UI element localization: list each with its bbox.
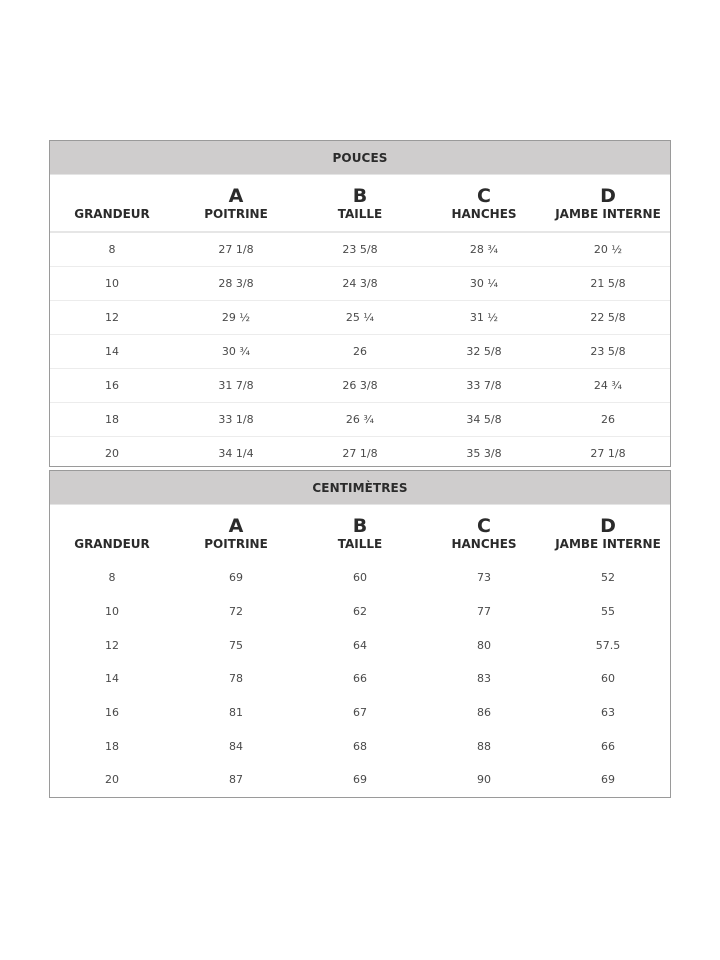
cell-hips: 30 ¼ xyxy=(469,277,499,290)
cell-hips: 80 xyxy=(477,638,491,652)
header-inseam xyxy=(546,505,670,561)
cell-inseam: 22 5/8 xyxy=(590,311,626,324)
cell-size: 20 xyxy=(105,773,119,787)
table-body xyxy=(50,233,670,470)
cell-inseam: 60 xyxy=(601,672,615,686)
cell-inseam: 20 ½ xyxy=(593,243,623,256)
cell-waist: 24 3/8 xyxy=(342,277,378,290)
header-label: TAILLE xyxy=(337,537,383,551)
cell-inseam: 52 xyxy=(601,571,615,585)
cell-waist: 26 ¾ xyxy=(345,413,375,426)
cell-size: 14 xyxy=(105,345,119,358)
cell-chest: 69 xyxy=(229,571,243,585)
cell-chest: 29 ½ xyxy=(221,311,251,324)
cell-chest: 33 1/8 xyxy=(218,413,254,426)
cell-inseam: 57.5 xyxy=(595,638,621,652)
cell-waist: 62 xyxy=(353,605,367,619)
cell-size: 10 xyxy=(105,605,119,619)
table-row xyxy=(50,561,670,595)
cell-waist: 25 ¼ xyxy=(345,311,375,324)
table-title: CENTIMÈTRES xyxy=(50,471,670,505)
cell-hips: 35 3/8 xyxy=(466,447,502,460)
header-chest xyxy=(174,175,298,231)
header-letter: C xyxy=(477,515,491,537)
cell-inseam: 24 ¾ xyxy=(593,379,623,392)
table-row xyxy=(50,368,670,402)
header-hips xyxy=(422,505,546,561)
header-letter: D xyxy=(600,515,616,537)
header-label: JAMBE INTERNE xyxy=(555,537,661,551)
cell-inseam: 26 xyxy=(601,413,615,426)
size-chart-inches xyxy=(49,140,671,467)
cell-size: 12 xyxy=(105,311,119,324)
cell-hips: 88 xyxy=(477,739,491,753)
cell-waist: 27 1/8 xyxy=(342,447,378,460)
cell-hips: 33 7/8 xyxy=(466,379,502,392)
header-label: HANCHES xyxy=(451,537,517,551)
header-inseam xyxy=(546,175,670,231)
cell-inseam: 27 1/8 xyxy=(590,447,626,460)
header-letter: B xyxy=(352,185,368,207)
cell-hips: 73 xyxy=(477,571,491,585)
cell-hips: 32 5/8 xyxy=(466,345,502,358)
header-label: POITRINE xyxy=(204,207,268,221)
cell-inseam: 63 xyxy=(601,706,615,720)
header-hips xyxy=(422,175,546,231)
table-row xyxy=(50,763,670,797)
cell-chest: 75 xyxy=(229,638,243,652)
cell-size: 12 xyxy=(105,638,119,652)
cell-inseam: 66 xyxy=(601,739,615,753)
cell-hips: 34 5/8 xyxy=(466,413,502,426)
cell-hips: 90 xyxy=(477,773,491,787)
cell-size: 8 xyxy=(108,571,116,585)
header-label: TAILLE xyxy=(337,207,383,221)
size-chart-centimeters xyxy=(49,470,671,798)
cell-size: 10 xyxy=(105,277,119,290)
header-label: POITRINE xyxy=(204,537,268,551)
header-size xyxy=(50,505,174,561)
cell-chest: 87 xyxy=(229,773,243,787)
table-row xyxy=(50,334,670,368)
cell-waist: 64 xyxy=(353,638,367,652)
header-label: JAMBE INTERNE xyxy=(555,207,661,221)
cell-chest: 34 1/4 xyxy=(218,447,254,460)
header-label: GRANDEUR xyxy=(74,207,150,221)
cell-size: 16 xyxy=(105,379,119,392)
header-label: HANCHES xyxy=(451,207,517,221)
header-letter: A xyxy=(228,185,244,207)
header-chest xyxy=(174,505,298,561)
header-row xyxy=(50,175,670,233)
table-row xyxy=(50,696,670,730)
cell-waist: 66 xyxy=(353,672,367,686)
header-size xyxy=(50,175,174,231)
cell-waist: 23 5/8 xyxy=(342,243,378,256)
cell-size: 20 xyxy=(105,447,119,460)
header-letter: C xyxy=(477,185,491,207)
cell-chest: 81 xyxy=(229,706,243,720)
cell-chest: 27 1/8 xyxy=(218,243,254,256)
cell-chest: 31 7/8 xyxy=(218,379,254,392)
cell-waist: 67 xyxy=(353,706,367,720)
cell-inseam: 23 5/8 xyxy=(590,345,626,358)
header-label: GRANDEUR xyxy=(74,537,150,551)
cell-size: 14 xyxy=(105,672,119,686)
cell-hips: 77 xyxy=(477,605,491,619)
cell-hips: 28 ¾ xyxy=(469,243,499,256)
header-waist xyxy=(298,505,422,561)
cell-chest: 84 xyxy=(229,739,243,753)
cell-size: 18 xyxy=(105,739,119,753)
cell-waist: 60 xyxy=(353,571,367,585)
cell-waist: 68 xyxy=(353,739,367,753)
table-row xyxy=(50,436,670,470)
cell-waist: 26 xyxy=(353,345,367,358)
table-row xyxy=(50,233,670,266)
header-row xyxy=(50,505,670,561)
cell-size: 16 xyxy=(105,706,119,720)
cell-hips: 31 ½ xyxy=(469,311,499,324)
table-title: POUCES xyxy=(50,141,670,175)
table-row xyxy=(50,595,670,629)
cell-inseam: 55 xyxy=(601,605,615,619)
header-waist xyxy=(298,175,422,231)
table-row xyxy=(50,628,670,662)
cell-waist: 26 3/8 xyxy=(342,379,378,392)
cell-inseam: 21 5/8 xyxy=(590,277,626,290)
cell-hips: 83 xyxy=(477,672,491,686)
table-row xyxy=(50,300,670,334)
table-row xyxy=(50,402,670,436)
cell-chest: 28 3/8 xyxy=(218,277,254,290)
table-row xyxy=(50,729,670,763)
cell-size: 18 xyxy=(105,413,119,426)
table-body xyxy=(50,561,670,797)
header-letter: B xyxy=(352,515,368,537)
cell-hips: 86 xyxy=(477,706,491,720)
cell-size: 8 xyxy=(108,243,116,256)
cell-chest: 72 xyxy=(229,605,243,619)
table-row xyxy=(50,266,670,300)
header-letter: D xyxy=(600,185,616,207)
cell-chest: 30 ¾ xyxy=(221,345,251,358)
cell-inseam: 69 xyxy=(601,773,615,787)
cell-waist: 69 xyxy=(353,773,367,787)
header-letter: A xyxy=(228,515,244,537)
cell-chest: 78 xyxy=(229,672,243,686)
table-row xyxy=(50,662,670,696)
